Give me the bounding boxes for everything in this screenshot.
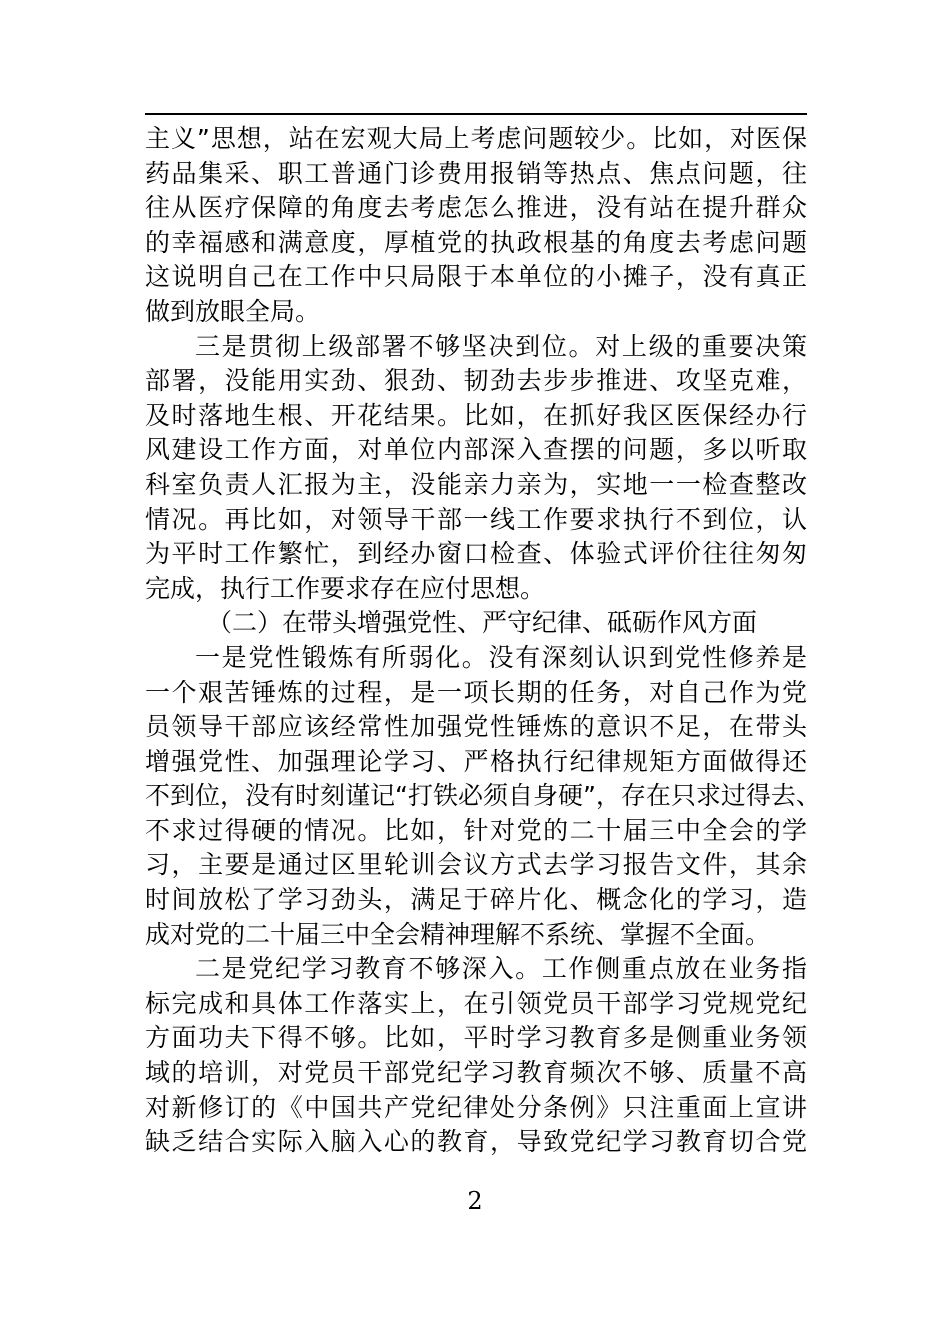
text-line: 一是党性锻炼有所弱化。没有深刻认识到党性修养是 — [195, 642, 807, 672]
text-line: 不到位，没有时刻谨记“打铁必须自身硬”，存在只求过得去、 — [145, 781, 821, 811]
text-line: 往从医疗保障的角度去考虑怎么推进，没有站在提升群众 — [145, 193, 807, 223]
text-line: 风建设工作方面，对单位内部深入查摆的问题，多以听取 — [145, 435, 807, 465]
text-line: 成对党的二十届三中全会精神理解不系统、掌握不全面。 — [145, 919, 771, 949]
text-line: 时间放松了学习劲头，满足于碎片化、概念化的学习，造 — [145, 885, 807, 915]
text-line: 对新修订的《中国共产党纪律处分条例》只注重面上宣讲 — [145, 1092, 807, 1122]
text-line: 域的培训，对党员干部党纪学习教育频次不够、质量不高 — [145, 1058, 807, 1088]
header-rule — [145, 113, 807, 115]
text-line: 这说明自己在工作中只局限于本单位的小摊子，没有真正 — [145, 262, 807, 292]
text-line: 及时落地生根、开花结果。比如，在抓好我区医保经办行 — [145, 400, 807, 430]
text-line: 的幸福感和满意度，厚植党的执政根基的角度去考虑问题 — [145, 227, 807, 257]
text-line: 科室负责人汇报为主，没能亲力亲为，实地一一检查整改 — [145, 469, 807, 499]
page-number: 2 — [467, 1187, 483, 1215]
body-text — [145, 122, 821, 1160]
text-line: 三是贯彻上级部署不够坚决到位。对上级的重要决策 — [195, 331, 807, 361]
text-line: 习，主要是通过区里轮训会议方式去学习报告文件，其余 — [145, 850, 807, 880]
text-line: 为平时工作繁忙，到经办窗口检查、体验式评价往往匆匆 — [145, 539, 807, 569]
text-line: 药品集采、职工普通门诊费用报销等热点、焦点问题，往 — [145, 158, 807, 188]
text-line: 主义”思想，站在宏观大局上考虑问题较少。比如，对医保 — [145, 124, 807, 153]
text-line: 方面功夫下得不够。比如，平时学习教育多是侧重业务领 — [145, 1023, 807, 1053]
text-line: 二是党纪学习教育不够深入。工作侧重点放在业务指 — [195, 954, 807, 984]
text-line: 不求过得硬的情况。比如，针对党的二十届三中全会的学 — [145, 815, 807, 845]
section-heading: （二）在带头增强党性、严守纪律、砥砺作风方面 — [207, 608, 758, 638]
text-line: 缺乏结合实际入脑入心的教育，导致党纪学习教育切合党 — [145, 1127, 807, 1157]
text-line: 标完成和具体工作落实上，在引领党员干部学习党规党纪 — [145, 988, 807, 1018]
text-line: 做到放眼全局。 — [145, 296, 321, 326]
text-line: 情况。再比如，对领导干部一线工作要求执行不到位，认 — [145, 504, 807, 534]
text-line: 增强党性、加强理论学习、严格执行纪律规矩方面做得还 — [145, 746, 807, 776]
text-line: 完成，执行工作要求存在应付思想。 — [145, 573, 546, 603]
text-line: 一个艰苦锤炼的过程，是一项长期的任务，对自己作为党 — [145, 677, 807, 707]
text-line: 部署，没能用实劲、狠劲、韧劲去步步推进、攻坚克难， — [145, 366, 807, 396]
text-line: 员领导干部应该经常性加强党性锤炼的意识不足，在带头 — [145, 712, 807, 742]
